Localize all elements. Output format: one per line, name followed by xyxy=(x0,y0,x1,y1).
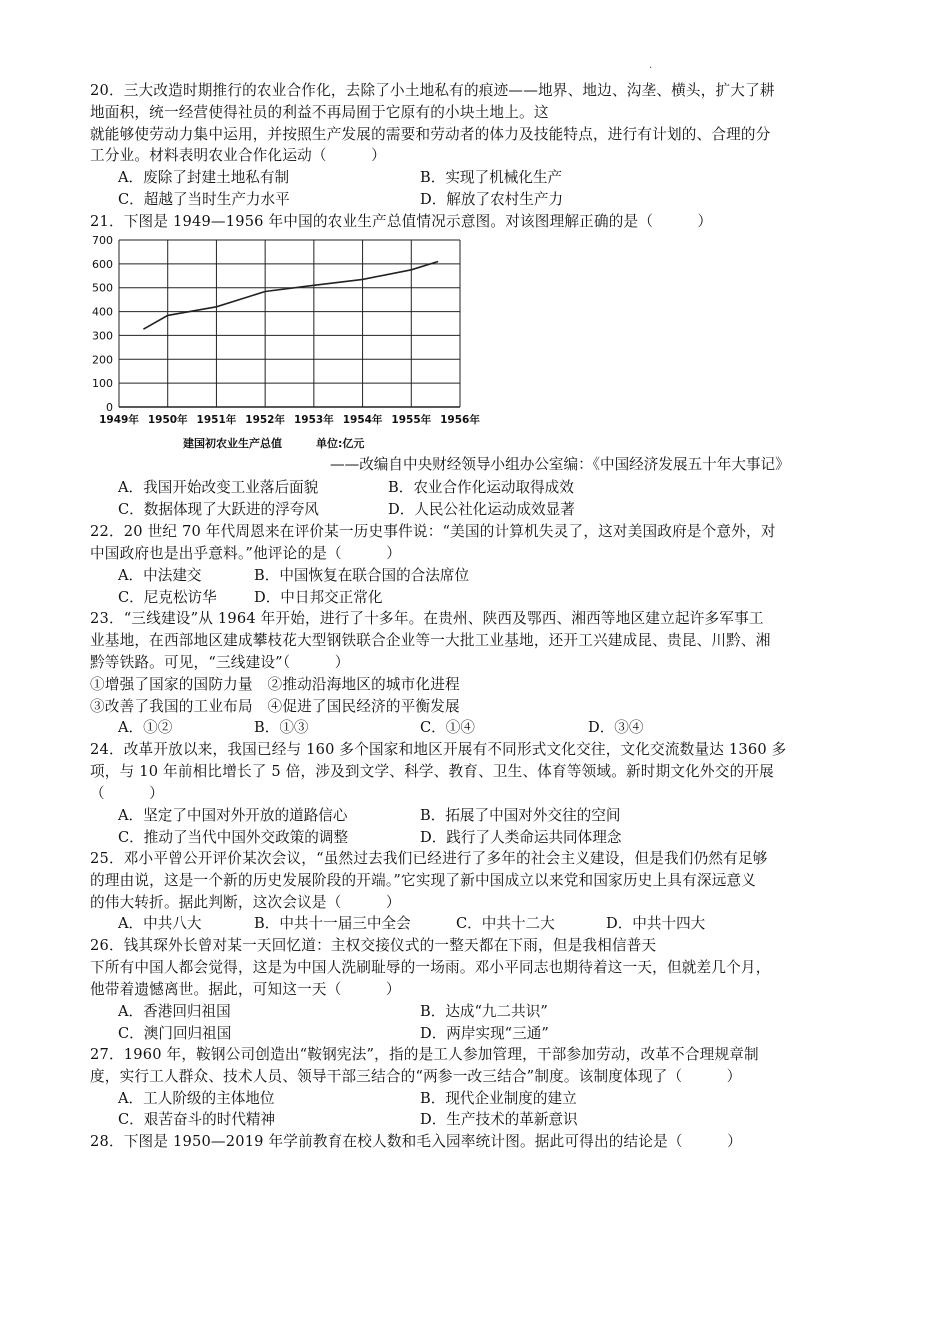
q20-line-2: 地面积，统一经营使得社员的利益不再局囿于它原有的小块土地上。这 xyxy=(90,104,549,121)
chart-source: ——改编自中央财经领导小组办公室编：《中国经济发展五十年大事记》 xyxy=(330,456,790,473)
q21-option-a[interactable]: A．我国开始改变工业落后面貌 xyxy=(118,479,319,496)
y-tick-label: 100 xyxy=(92,377,113,391)
q22-option-c[interactable]: C．尼克松访华 xyxy=(118,589,217,606)
q25-line-3: 的伟大转折。据此判断，这次会议是（ ） xyxy=(90,894,401,911)
q22-option-d[interactable]: D．中日邦交正常化 xyxy=(254,589,383,606)
q25-option-a[interactable]: A．中共八大 xyxy=(118,915,202,932)
y-tick-label: 200 xyxy=(92,353,113,367)
q25-line-1: 25．邓小平曾公开评价某次会议，“虽然过去我们已经进行了多年的社会主义建设，但是我们仍然有足够 xyxy=(90,850,768,867)
q26-line-3: 他带着遗憾离世。据此，可知这一天（ ） xyxy=(90,981,401,998)
series-line xyxy=(143,262,438,330)
q20-option-c[interactable]: C．超越了当时生产力水平 xyxy=(118,191,290,208)
q27-line-2: 度，实行工人群众、技术人员、领导干部三结合的“两参一改三结合”制度。该制度体现了（ ） xyxy=(90,1068,742,1085)
q22-option-a[interactable]: A．中法建交 xyxy=(118,567,202,584)
q24-option-b[interactable]: B．拓展了中国对外交往的空间 xyxy=(420,807,621,824)
q23-option-a[interactable]: A．①② xyxy=(118,719,173,736)
q21-option-b[interactable]: B．农业合作化运动取得成效 xyxy=(388,479,574,496)
q23-statement-12: ①增强了国家的国防力量 ②推动沿海地区的城市化进程 xyxy=(90,676,460,693)
q23-line-2: 业基地，在西部地区建成攀枝花大型钢铁联合企业等一大批工业基地，还开工兴建成昆、贵昆、川黔、湘 xyxy=(90,632,771,649)
q20-option-d[interactable]: D．解放了农村生产力 xyxy=(420,191,564,208)
q27-option-a[interactable]: A．工人阶级的主体地位 xyxy=(118,1090,275,1107)
y-tick-label: 300 xyxy=(92,329,113,343)
q27-option-d[interactable]: D．生产技术的革新意识 xyxy=(420,1111,578,1128)
q23-option-d[interactable]: D．③④ xyxy=(588,719,644,736)
y-tick-label: 0 xyxy=(106,401,113,414)
q21-line-1: 21．下图是 1949—1956 年中国的农业生产总值情况示意图。对该图理解正确的是（ ） xyxy=(90,213,713,230)
q26-option-b[interactable]: B．达成“九二共识” xyxy=(420,1003,548,1020)
y-tick-label: 500 xyxy=(92,281,113,295)
q20-option-b[interactable]: B．实现了机械化生产 xyxy=(420,169,563,186)
x-tick-label: 1953年 xyxy=(293,414,334,426)
chart-caption-title: 建国初农业生产总值 xyxy=(183,437,282,450)
q27-option-b[interactable]: B．现代企业制度的建立 xyxy=(420,1090,577,1107)
q26-option-a[interactable]: A．香港回归祖国 xyxy=(118,1003,231,1020)
chart-caption xyxy=(183,435,364,451)
q24-line-2: 项，与 10 年前相比增长了 5 倍，涉及到文学、科学、教育、卫生、体育等领域。新时期文化外交的开展 xyxy=(90,763,774,780)
q24-line-1: 24．改革开放以来，我国已经与 160 多个国家和地区开展有不同形式文化交往，文化交流数量达 1360 多 xyxy=(90,741,787,758)
q20-line-1: 20．三大改造时期推行的农业合作化，去除了小土地私有的痕迹——地界、地边、沟垄、横头，扩大了耕 xyxy=(90,82,775,99)
agri-output-chart-svg xyxy=(84,232,480,432)
q22-line-2: 中国政府也是出乎意料。”他评论的是（ ） xyxy=(90,545,402,562)
q23-option-c[interactable]: C．①④ xyxy=(420,719,475,736)
x-tick-label: 1952年 xyxy=(245,414,286,426)
x-tick-label: 1955年 xyxy=(391,414,432,426)
q23-line-1: 23．“三线建设”从 1964 年开始，进行了十多年。在贵州、陕西及鄂西、湘西等地区建立起许多军事工 xyxy=(90,610,764,627)
y-tick-label: 400 xyxy=(92,305,113,319)
agri-output-chart xyxy=(84,232,480,457)
q26-line-2: 下所有中国人都会觉得，这是为中国人洗刷耻辱的一场雨。邓小平同志也期待着这一天，但就差几个月， xyxy=(90,959,771,976)
q21-option-c[interactable]: C．数据体现了大跃进的浮夸风 xyxy=(118,501,319,518)
q23-statement-34: ③改善了我国的工业布局 ④促进了国民经济的平衡发展 xyxy=(90,698,460,715)
q20-line-4: 工分业。材料表明农业合作化运动（ ） xyxy=(90,147,386,164)
x-tick-label: 1951年 xyxy=(196,414,237,426)
q24-line-3: （ ） xyxy=(90,785,164,802)
q26-option-d[interactable]: D．两岸实现“三通” xyxy=(420,1025,549,1042)
q26-line-1: 26．钱其琛外长曾对某一天回忆道：主权交接仪式的一整天都在下雨，但是我相信普天 xyxy=(90,937,657,954)
x-tick-label: 1954年 xyxy=(342,414,383,426)
q25-option-c[interactable]: C．中共十二大 xyxy=(456,915,555,932)
x-tick-label: 1956年 xyxy=(440,414,480,426)
q24-option-a[interactable]: A．坚定了中国对外开放的道路信心 xyxy=(118,807,348,824)
q25-option-d[interactable]: D．中共十四大 xyxy=(606,915,706,932)
y-tick-label: 600 xyxy=(92,257,113,271)
q26-option-c[interactable]: C．澳门回归祖国 xyxy=(118,1025,232,1042)
q25-line-2: 的理由说，这是一个新的历史发展阶段的开端。”它实现了新中国成立以来党和国家历史上具有深远意义 xyxy=(90,872,757,889)
q24-option-d[interactable]: D．践行了人类命运共同体理念 xyxy=(420,829,622,846)
x-tick-label: 1949年 xyxy=(99,414,139,426)
q20-line-3: 就能够使劳动力集中运用，并按照生产发展的需要和劳动者的体力及技能特点，进行有计划的、合理的分 xyxy=(90,126,771,143)
q27-line-1: 27．1960 年，鞍钢公司创造出“鞍钢宪法”，指的是工人参加管理，干部参加劳动，改革不合理规章制 xyxy=(90,1046,759,1063)
q22-option-b[interactable]: B．中国恢复在联合国的合法席位 xyxy=(254,567,470,584)
q25-option-b[interactable]: B．中共十一届三中全会 xyxy=(254,915,411,932)
chart-caption-unit: 单位:亿元 xyxy=(316,437,365,450)
q28-line-1: 28．下图是 1950—2019 年学前教育在校人数和毛入园率统计图。据此可得出的结论是（ ） xyxy=(90,1133,742,1150)
x-tick-label: 1950年 xyxy=(147,414,188,426)
y-tick-label: 700 xyxy=(92,234,113,247)
q22-line-1: 22．20 世纪 70 年代周恩来在评价某一历史事件说：“美国的计算机失灵了，这对美国政府是个意外，对 xyxy=(90,523,776,540)
q24-option-c[interactable]: C．推动了当代中国外交政策的调整 xyxy=(118,829,349,846)
q21-option-d[interactable]: D．人民公社化运动成效显著 xyxy=(388,501,575,518)
q20-option-a[interactable]: A．废除了封建土地私有制 xyxy=(118,169,290,186)
q27-option-c[interactable]: C．艰苦奋斗的时代精神 xyxy=(118,1111,276,1128)
q23-option-b[interactable]: B．①③ xyxy=(254,719,309,736)
page-mark: . xyxy=(649,60,653,71)
q23-line-3: 黔等铁路。可见，“三线建设”（ ） xyxy=(90,654,350,671)
